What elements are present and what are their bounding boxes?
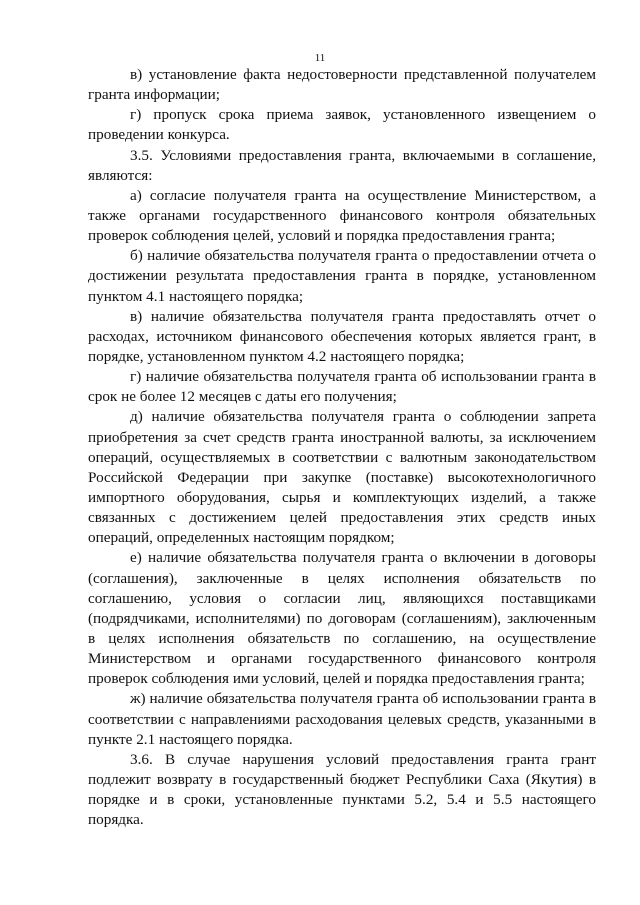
text-line: Российской Федерации при закупке (поставке) высокотехнологичного [88,468,596,486]
text-line: являются: [88,166,153,184]
text-line: соответствии с направлениями расходования целевых средств, указанными в [88,710,596,728]
text-line: в) установление факта недостоверности представленной получателем [130,66,596,83]
text-line: в) наличие обязательства получателя гранта предоставлять отчет о [130,307,596,325]
text-line: подлежит возврату в государственный бюджет Республики Саха (Якутия) в [88,770,596,788]
page-number: 11 [314,52,326,64]
text-line: срок не более 12 месяцев с даты его получения; [88,388,397,406]
text-line: в целях исполнения обязательств по соглашению, на осуществление [88,629,596,647]
text-line: Министерством и органами государственного финансового контроля [88,650,596,668]
text-line: г) пропуск срока приема заявок, установленного извещением о [130,106,596,124]
text-line: операций, определенных настоящим порядком; [88,529,395,547]
text-line: порядке, установленном пунктом 4.2 настоящего порядка; [88,347,465,365]
text-line: пункте 2.1 настоящего порядка. [88,730,293,748]
text-line: расходах, источником финансового обеспечения которых является грант, в [88,327,596,345]
text-line: импортного оборудования, сырья и комплектующих изделий, а также [88,488,596,506]
text-line: также органами государственного финансового контроля обязательных [88,206,596,224]
text-line: приобретения за счет средств гранта иностранной валюты, за исключением [88,428,596,446]
text-line: гранта информации; [88,86,220,104]
text-line: 3.5. Условиями предоставления гранта, включаемыми в соглашение, [130,146,596,164]
text-line: (соглашения), заключенные в целях исполнения обязательств по [88,569,596,587]
text-line: достижении результата предоставления гранта в порядке, установленном [88,267,596,285]
text-line: пунктом 4.1 настоящего порядка; [88,287,304,305]
text-line: операций, осуществляемых в соответствии с валютным законодательством [88,448,596,466]
text-line: (подрядчиками, исполнителями) по договорам (соглашениям), заключенным [88,609,596,627]
text-line: а) согласие получателя гранта на осуществление Министерством, а [130,186,596,204]
text-line: 3.6. В случае нарушения условий предоставления гранта грант [130,750,596,768]
text-line: порядка. [88,811,144,829]
text-line: порядке и в сроки, установленные пунктами 5.2, 5.4 и 5.5 настоящего [88,791,596,809]
text-line: соглашению, условия о согласии лиц, являющихся поставщиками [88,589,596,607]
text-line: б) наличие обязательства получателя гранта о предоставлении отчета о [130,247,596,265]
document-body [88,65,596,830]
text-line: г) наличие обязательства получателя гранта об использовании гранта в [130,368,596,386]
text-line: д) наличие обязательства получателя гранта о соблюдении запрета [130,408,596,426]
text-line: е) наличие обязательства получателя гранта о включении в договоры [130,549,596,567]
text-line: проверок соблюдения целей, условий и порядка предоставления гранта; [88,227,556,245]
text-line: связанных с достижением целей предоставления этих средств иных [88,509,596,527]
text-line: ж) наличие обязательства получателя гранта об использовании гранта в [130,690,596,708]
text-line: проведении конкурса. [88,126,230,144]
text-line: проверок соблюдения ими условий, целей и порядка предоставления гранта; [88,670,585,688]
